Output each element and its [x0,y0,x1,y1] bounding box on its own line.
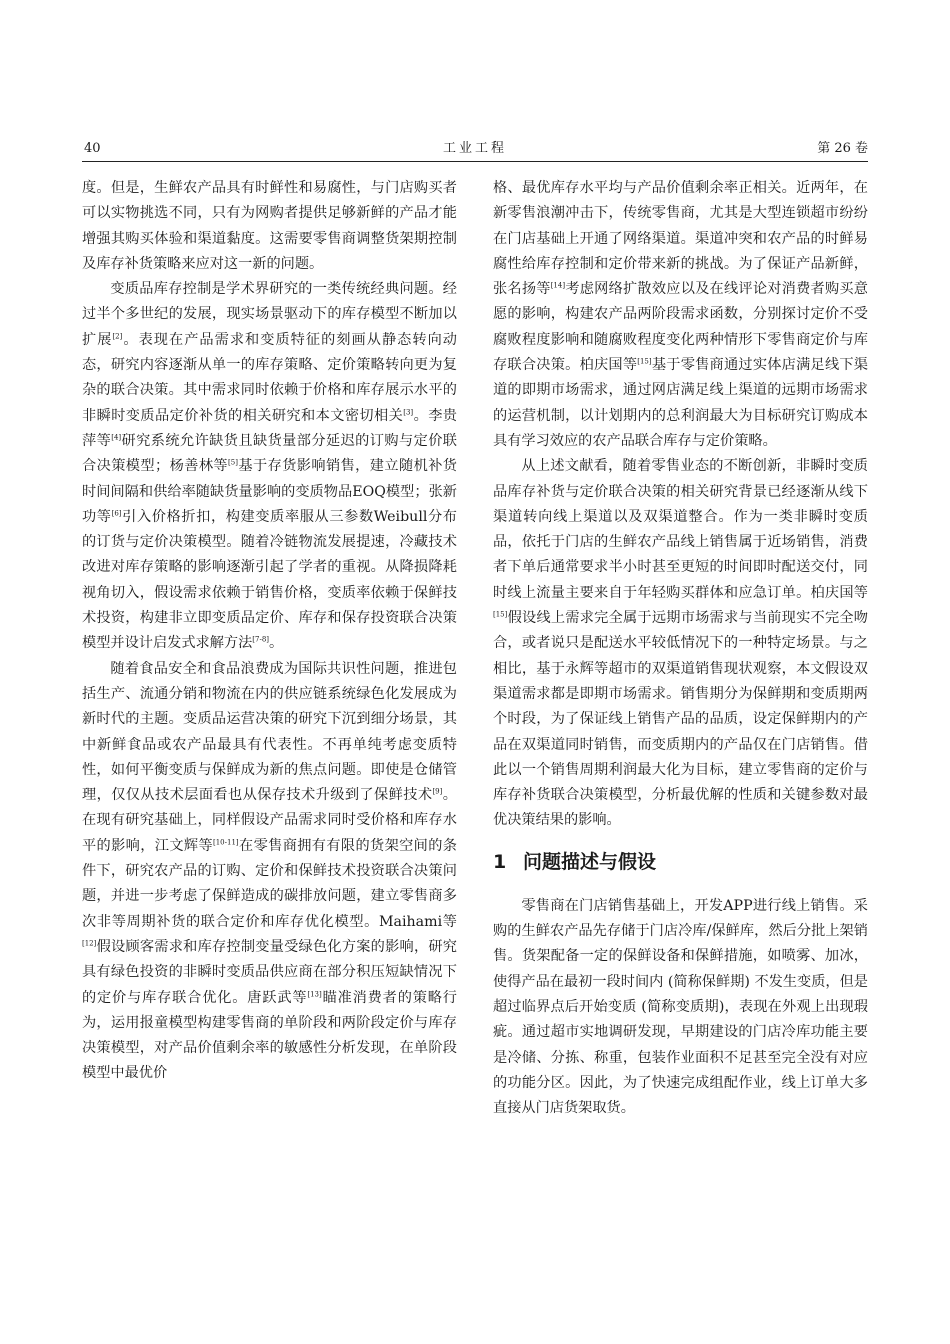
section-title: 问题描述与假设 [523,850,657,873]
journal-title: 工业工程 [442,141,507,156]
citation: [2] [112,332,123,341]
text-run: 研究系统允许缺货且缺货量部分延迟的订购与定价联合决策模型；杨善林等 [82,432,457,475]
citation: [15] [637,357,652,366]
citation: [4] [111,433,122,442]
citation: [5] [228,458,238,467]
text-run: 。 [269,635,284,652]
text-run: 从上述文献看，随着零售业态的不断创新，非瞬时变质品库存补货与定价联合决策的相关研究背景已经逐渐从线下渠道转向线上渠道以及双渠道整合。作为一类非瞬时变质品，依托于门店的生鲜农产品线上销售属于近场销售，消费者下单后通常要求半小时甚至更短的时间即时配送交付，同时线上流量主要来自于年轻购买群体和应急订单。柏庆国等 [493,458,868,601]
citation: [15] [493,610,508,619]
left-column [82,176,457,1087]
running-header [82,140,868,162]
volume-label: 第 26 卷 [817,141,868,156]
citation: [3] [403,407,414,416]
text-run: 。在现有研究基础上，同样假设产品需求同时受价格和库存水平的影响，江文辉等 [82,787,457,854]
text-run: 。李贵萍等 [82,407,457,449]
citation: [6] [111,509,122,518]
text-run: 引入价格折扣，构建变质率服从三参数Weibull分布的订货与定价决策模型。随着冷链物流发展提速，冷藏技术改进对库存策略的影响逐渐引起了学者的重视。从降损降耗视角切入，假设需求依赖于销售价格，变质率依赖于保鲜技术投资，构建非立即变质品定价、库存和保存投资联合决策模型并设计启发式求解方法 [82,508,457,652]
paragraph: 零售商在门店销售基础上，开发APP进行线上销售。采购的生鲜农产品先存储于门店冷库/保鲜库，然后分批上架销售。货架配备一定的保鲜设备和保鲜措施，如喷雾、加冰，使得产品在最初一段时间内 (简称保鲜期) 不发生变质，但是超过临界点后开始变质 (简称变质期)，表现在外观上出现瑕疵。通过超市实地调研发现，早期建设的门店冷库功能主要是冷储、分拣、称重，包装作业面积不足甚至完全没有对应的功能分区。因此，为了快速完成组配作业，线上订单大多直接从门店货架取货。 [493,897,868,1117]
right-column [493,176,868,1121]
text-run: 瞄准消费者的策略行为，运用报童模型构建零售商的单阶段和两阶段定价与库存决策模型，对产品价值剩余率的敏感性分析发现，在单阶段模型中最优价 [82,989,457,1082]
text-run: 变质品库存控制是学术界研究的一类传统经典问题。经过半个多世纪的发展，现实场景驱动下的库存模型不断加以扩展 [82,281,457,348]
citation: [14] [550,281,566,290]
text-run: 假设线上需求完全属于远期市场需求与当前现实不完全吻合，或者说只是配送水平较低情况下的一种特定场景。与之相比，基于永辉等超市的双渠道销售现状观察，本文假设双渠道需求都是即期市场需求。销售期分为保鲜期和变质期两个时段，为了保证线上销售产品的品质，设定保鲜期内的产品在双渠道同时销售，而变质期内的产品仅在门店销售。借此以一个销售周期利润最大化为目标，建立零售商的定价与库存补货联合决策模型，分析最优解的性质和关键参数对最优决策结果的影响。 [493,610,868,829]
citation: [12] [82,939,97,948]
paragraph [82,657,457,1087]
text-run: 随着食品安全和食品浪费成为国际共识性问题，推进包括生产、流通分销和物流在内的供应链系统绿色化发展成为新时代的主题。变质品运营决策的研究下沉到细分场景，其中新鲜食品或农产品最具有代表性。不再单纯考虑变质特性，如何平衡变质与保鲜成为新的焦点问题。即使是仓储管理，仅仅从技术层面看也从保存技术升级到了保鲜技术 [82,660,457,804]
text-run: 格、最优库存水平均与产品价值剩余率正相关。近两年，在新零售浪潮冲击下，传统零售商，尤其是大型连锁超市纷纷在门店基础上开通了网络渠道。渠道冲突和农产品的时鲜易腐性给库存控制和定价带来新的挑战。为了保证产品新鲜，张名扬等 [493,180,868,298]
text-run: 。表现在产品需求和变质特征的刻画从静态转向动态，研究内容逐渐从单一的库存策略、定价策略转向更为复杂的联合决策。其中需求同时依赖于价格和库存展示水平的非瞬时变质品定价补货的相关研究和本文密切相关 [82,331,457,424]
citation: [13] [307,989,322,998]
paragraph [493,176,868,454]
text-run: 考虑网络扩散效应以及在线评论对消费者购买意愿的影响，构建农产品两阶段需求函数，分别探讨定价不受腐败程度影响和随腐败程度变化两种情形下零售商定价与库存联合决策。柏庆国等 [493,281,868,374]
section-heading [493,850,868,874]
citation: [9] [432,787,443,796]
text-run: 基于零售商通过实体店满足线下渠道的即期市场需求，通过网店满足线上渠道的远期市场需求的运营机制，以计划期内的总利润最大为目标研究订购成本具有学习效应的农产品联合库存与定价策略。 [493,357,868,449]
paragraph: 度。但是，生鲜农产品具有时鲜性和易腐性，与门店购买者可以实物挑选不同，只有为网购者提供足够新鲜的产品才能增强其购买体验和渠道黏度。这需要零售商调整货架期控制及库存补货策略来应对这一新的问题。 [82,180,457,272]
section-number: 1 [493,850,507,873]
paragraph [82,277,457,656]
text-run: 假设顾客需求和库存控制变量受绿色化方案的影响，研究具有绿色投资的非瞬时变质品供应商在部分积压短缺情况下的定价与库存联合优化。唐跃武等 [82,938,457,1006]
citation: [7-8] [252,635,269,644]
citation: [10-11] [213,837,239,846]
paragraph [493,454,868,833]
text-run: 基于存货影响销售，建立随机补货时间间隔和供给率随缺货量影响的变质物品EOQ模型；张新功等 [82,458,457,525]
page-number: 40 [84,141,101,156]
text-run: 在零售商拥有有限的货架空间的条件下，研究农产品的订购、定价和保鲜技术投资联合决策问题，并进一步考虑了保鲜造成的碳排放问题，建立零售商多次非等周期补货的联合定价和库存优化模型。Maihami等 [82,837,457,930]
header-rule [82,161,868,162]
